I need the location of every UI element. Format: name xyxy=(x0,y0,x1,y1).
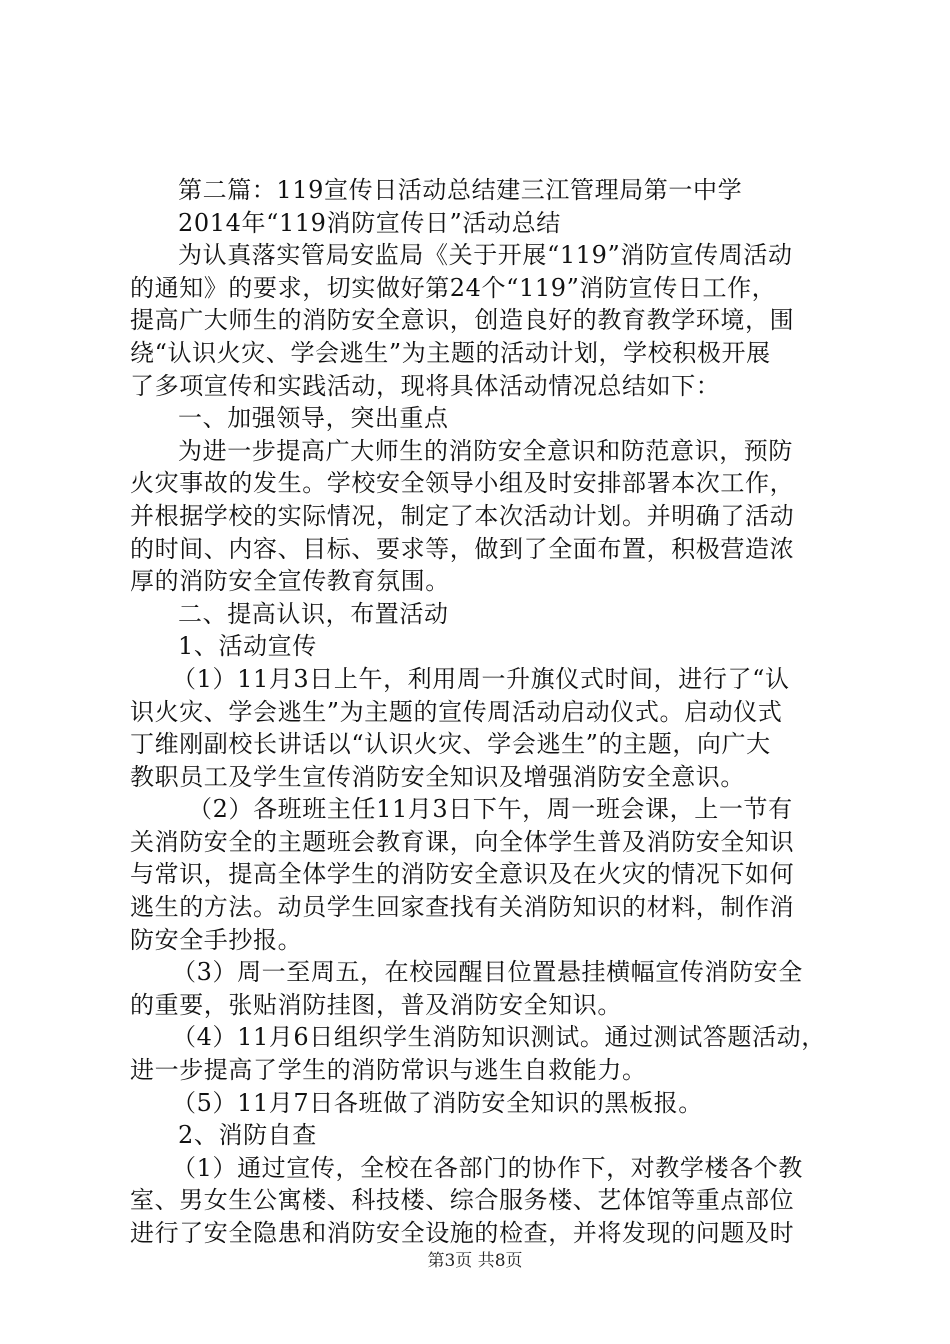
document-body xyxy=(130,174,835,1250)
text-line: 2、消防自查 xyxy=(178,1121,317,1150)
text-line: （2）各班班主任11月3日下午，周一班会课，上一节有 xyxy=(188,795,793,824)
text-line: 防安全手抄报。 xyxy=(130,925,303,954)
text-line: 识火灾、学会逃生”为主题的宣传周活动启动仪式。启动仪式 xyxy=(130,697,783,726)
text-line: 的时间、内容、目标、要求等，做到了全面布置，积极营造浓 xyxy=(130,534,795,563)
text-line: 的通知》的要求，切实做好第24个“119”消防宣传日工作， xyxy=(130,273,777,302)
text-line: （3）周一至周五，在校园醒目位置悬挂横幅宣传消防安全 xyxy=(172,958,803,987)
text-line: 进一步提高了学生的消防常识与逃生自救能力。 xyxy=(130,1056,647,1085)
text-line: （5）11月7日各班做了消防安全知识的黑板报。 xyxy=(172,1088,703,1117)
text-line: 教职员工及学生宣传消防安全知识及增强消防安全意识。 xyxy=(130,762,745,791)
text-line: 第二篇：119宣传日活动总结建三江管理局第一中学 xyxy=(178,176,743,204)
text-line: 与常识，提高全体学生的消防安全意识及在火灾的情况下如何 xyxy=(130,860,795,889)
text-line: 了多项宣传和实践活动，现将具体活动情况总结如下： xyxy=(130,371,721,400)
text-line: 的重要，张贴消防挂图，普及消防安全知识。 xyxy=(130,990,622,1019)
text-line: 为认真落实管局安监局《关于开展“119”消防宣传周活动 xyxy=(178,241,793,270)
text-line: 1、活动宣传 xyxy=(178,632,317,661)
text-line: 关消防安全的主题班会教育课，向全体学生普及消防安全知识 xyxy=(130,827,795,856)
text-line: 提高广大师生的消防安全意识，创造良好的教育教学环境，围 xyxy=(130,306,795,335)
text-line: 为进一步提高广大师生的消防安全意识和防范意识，预防 xyxy=(178,436,793,465)
text-line: 厚的消防安全宣传教育氛围。 xyxy=(130,567,450,596)
text-line: 绕“认识火灾、学会逃生”为主题的活动计划，学校积极开展 xyxy=(130,338,771,367)
text-line: 并根据学校的实际情况，制定了本次活动计划。并明确了活动 xyxy=(130,501,795,530)
text-line: 逃生的方法。动员学生回家查找有关消防知识的材料，制作消 xyxy=(130,893,795,922)
text-line: 一、加强领导，突出重点 xyxy=(178,404,449,433)
text-line: 室、男女生公寓楼、科技楼、综合服务楼、艺体馆等重点部位 xyxy=(130,1186,795,1215)
text-line: （1）11月3日上午，利用周一升旗仪式时间，进行了“认 xyxy=(172,664,790,693)
text-line: 2014年“119消防宣传日”活动总结 xyxy=(178,208,561,237)
text-line: （1）通过宣传，全校在各部门的协作下，对教学楼各个教 xyxy=(172,1153,803,1182)
text-line: 二、提高认识，布置活动 xyxy=(178,599,449,628)
page-footer: 第3页 共8页 xyxy=(427,1251,523,1271)
text-line: 进行了安全隐患和消防安全设施的检查，并将发现的问题及时 xyxy=(130,1219,795,1247)
text-line: 火灾事故的发生。学校安全领导小组及时安排部署本次工作， xyxy=(130,469,795,498)
text-line: （4）11月6日组织学生消防知识测试。通过测试答题活动， xyxy=(172,1023,826,1052)
text-line: 丁维刚副校长讲话以“认识火灾、学会逃生”的主题，向广大 xyxy=(130,730,771,759)
